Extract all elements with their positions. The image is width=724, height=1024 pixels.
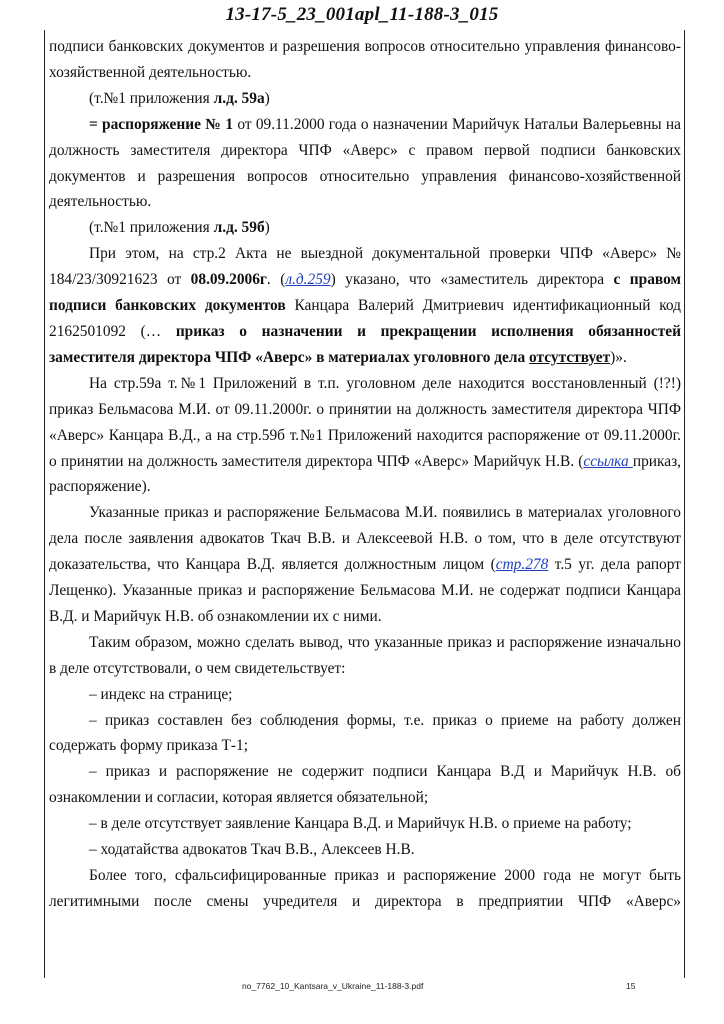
ref-suffix: ) [264, 89, 270, 107]
reference-link[interactable]: ссылка [583, 452, 633, 470]
text-run: . ( [266, 271, 286, 289]
text-run: При этом, на стр.2 Акта не выездной документальной проверки ЧПФ «Аверс» № 184/23/30921623 от [49, 245, 681, 289]
order-text: от 09.11.2000 года о назначении Марийчук Натальи Валерьевны на должность заместителя директора ЧПФ «Аверс» с правом первой подписи банковских документов и разрешения вопросов относительно управления финансово-хозяйственной деятельностью. [49, 115, 681, 211]
ref-page: л.д. 59б [213, 219, 265, 237]
list-item: – ходатайства адвокатов Ткач В.В., Алексеев Н.В. [89, 841, 415, 859]
paragraph-2-ref [49, 86, 681, 112]
paragraph-1: подписи банковских документов и разрешения вопросов относительно управления финансово-хозяйственной деятельностью. [49, 38, 681, 81]
order-bullet: = [89, 115, 103, 133]
text-run: )». [610, 348, 627, 366]
paragraph-5-act [49, 241, 681, 371]
page-body [49, 34, 681, 915]
list-item: – приказ составлен без соблюдения формы, т.е. приказ о приеме на работу должен содержать форму приказа Т-1; [49, 711, 681, 755]
underlined-word: отсутствует [529, 348, 611, 366]
ref-prefix: (т.№1 приложения [89, 89, 214, 107]
text-run: Канцара Валерий Дмитриевич идентификационный код 2162501092 (… [49, 297, 681, 340]
list-item: – в деле отсутствует заявление Канцара В.Д. и Марийчук Н.В. о приеме на работу; [89, 815, 632, 833]
text-run: приказ, распоряжение). [49, 452, 682, 496]
text-run: ) указано, что «заместитель директора [330, 271, 614, 289]
bold-phrase: с правом подписи банковских документов [49, 271, 681, 315]
paragraph-7 [49, 500, 681, 630]
order-title: распоряжение № 1 [102, 115, 234, 133]
right-margin-line [684, 30, 685, 978]
paragraph-8: Таким образом, можно сделать вывод, что указанные приказ и распоряжение изначально в деле отсутствовали, о чем свидетельствует: [49, 633, 681, 677]
list-item: – индекс на странице; [89, 685, 233, 703]
paragraph-3-order [49, 112, 681, 216]
bold-phrase: приказ о назначении и прекращении исполнения обязанностей заместителя директора ЧПФ «Аверс» в материалах уголовного дела [49, 322, 681, 366]
paragraph-4-ref [49, 215, 681, 241]
text-run: На стр.59а т.№1 Приложений в т.п. уголовном деле находится восстановленный (!?!) приказ Бельмасова М.И. от 09.11.2000г. о принятии на должность заместителя директора ЧПФ «Аверс» Канцара В.Д., а на стр.59б т.№1 Приложений находится распоряжение от 09.11.2000г. о принятии на должность заместителя директора ЧПФ «Аверс» Марийчук Н.В. ( [49, 374, 681, 470]
paragraph-6 [49, 371, 681, 501]
ref-prefix: (т.№1 приложения [89, 219, 214, 237]
act-date: 08.09.2006г [190, 271, 267, 289]
ref-suffix: ) [264, 219, 270, 237]
page-number: 15 [626, 981, 636, 991]
text-run: Указанные приказ и распоряжение Бельмасова М.И. появились в материалах уголовного дела после заявления адвокатов Ткач В.В. и Алексеевой Н.В. о том, что в деле отсутствуют доказательства, что Канцара В.Д. является должностным лицом ( [49, 504, 681, 574]
left-margin-line [44, 30, 45, 978]
ref-page: л.д. 59а [213, 89, 265, 107]
text-run: т.5 уг. дела рапорт Лещенко). Указанные приказ и распоряжение Бельмасова М.И. не содержат подписи Канцара В.Д. и Марийчук Н.В. об ознакомлении их с ними. [49, 556, 681, 625]
footer-filename: no_7762_10_Kantsara_v_Ukraine_11-188-3.pdf [242, 981, 424, 991]
document-header: 13-17-5_23_001apl_11-188-3_015 [225, 4, 499, 25]
page-278-link[interactable]: стр.278 [495, 556, 549, 574]
list-item: – приказ и распоряжение не содержит подписи Канцара В.Д и Марийчук Н.В. об ознакомлении и согласии, которая является обязательной; [49, 763, 681, 807]
paragraph-9: Более того, сфальсифицированные приказ и распоряжение 2000 года не могут быть легитимными после смены учредителя и директора в предприятии ЧПФ «Аверс» [49, 867, 681, 910]
case-page-link[interactable]: л.д.259 [285, 271, 331, 289]
